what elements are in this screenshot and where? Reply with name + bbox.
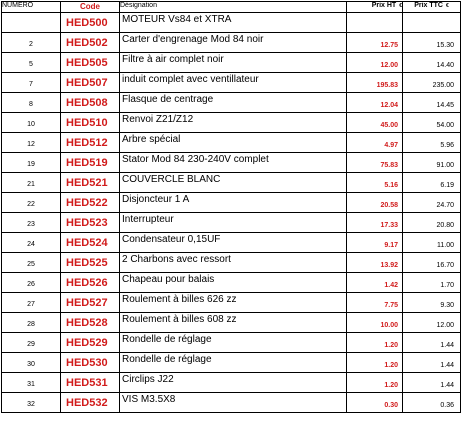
cell-prix-ht: 20.58 [347,193,403,213]
cell-prix-ht: 17.33 [347,213,403,233]
cell-numero: 22 [2,193,61,213]
table-row [2,53,461,73]
cell-code: HED528 [61,313,120,333]
table-row [2,353,461,373]
cell-numero: 23 [2,213,61,233]
cell-prix-ttc: 12.00 [403,313,461,333]
cell-prix-ht: 10.00 [347,313,403,333]
cell-designation: Disjoncteur 1 A [120,193,347,213]
cell-prix-ttc: 15.30 [403,33,461,53]
cell-designation: 2 Charbons avec ressort [120,253,347,273]
cell-numero: 5 [2,53,61,73]
cell-prix-ttc: 91.00 [403,153,461,173]
cell-prix-ttc: 54.00 [403,113,461,133]
cell-numero: 27 [2,293,61,313]
cell-prix-ttc: 1.44 [403,353,461,373]
cell-numero [2,13,61,33]
table-row [2,13,461,33]
cell-numero: 10 [2,113,61,133]
cell-prix-ttc: 0.36 [403,393,461,413]
cell-prix-ttc: 14.40 [403,53,461,73]
cell-designation: Interrupteur [120,213,347,233]
cell-designation: Arbre spécial [120,133,347,153]
cell-prix-ht: 5.16 [347,173,403,193]
cell-prix-ttc: 9.30 [403,293,461,313]
cell-prix-ht: 195.83 [347,73,403,93]
cell-designation: Rondelle de réglage [120,353,347,373]
cell-designation: Roulement à billes 626 zz [120,293,347,313]
cell-prix-ht: 7.75 [347,293,403,313]
cell-prix-ttc: 16.70 [403,253,461,273]
cell-prix-ttc: 11.00 [403,233,461,253]
table-row [2,113,461,133]
cell-numero: 29 [2,333,61,353]
cell-code: HED500 [61,13,120,33]
cell-numero: 28 [2,313,61,333]
cell-designation: MOTEUR Vs84 et XTRA [120,13,347,33]
header-prix-ht [347,2,403,13]
cell-code: HED510 [61,113,120,133]
cell-prix-ht: 1.20 [347,333,403,353]
cell-prix-ht: 12.75 [347,33,403,53]
cell-code: HED531 [61,373,120,393]
cell-prix-ht: 1.20 [347,373,403,393]
cell-code: HED527 [61,293,120,313]
cell-prix-ht: 0.30 [347,393,403,413]
table-row [2,273,461,293]
cell-code: HED529 [61,333,120,353]
table-row [2,153,461,173]
cell-code: HED532 [61,393,120,413]
header-prix-ttc [403,2,461,13]
cell-designation: Condensateur 0,15UF [120,233,347,253]
cell-code: HED524 [61,233,120,253]
parts-price-table [1,1,461,413]
table-row [2,373,461,393]
table-row [2,173,461,193]
table-row [2,213,461,233]
cell-prix-ttc [403,13,461,33]
header-designation: Désignation [120,2,347,13]
table-row [2,393,461,413]
cell-prix-ttc: 6.19 [403,173,461,193]
header-prix-ht-label: Prix HT [371,2,397,9]
header-prix-ttc-currency: € [446,3,449,9]
table-row [2,33,461,53]
cell-numero: 8 [2,93,61,113]
cell-numero: 2 [2,33,61,53]
cell-prix-ht: 4.97 [347,133,403,153]
cell-prix-ht: 75.83 [347,153,403,173]
cell-prix-ttc: 235.00 [403,73,461,93]
cell-numero: 26 [2,273,61,293]
cell-prix-ttc: 1.44 [403,333,461,353]
cell-code: HED507 [61,73,120,93]
cell-numero: 19 [2,153,61,173]
cell-prix-ht [347,13,403,33]
cell-numero: 24 [2,233,61,253]
cell-prix-ttc: 1.44 [403,373,461,393]
header-numero: NUMERO [2,2,61,13]
cell-numero: 30 [2,353,61,373]
cell-numero: 32 [2,393,61,413]
table-row [2,93,461,113]
cell-prix-ttc: 24.70 [403,193,461,213]
cell-designation: Carter d'engrenage Mod 84 noir [120,33,347,53]
cell-designation: Flasque de centrage [120,93,347,113]
cell-numero: 12 [2,133,61,153]
header-prix-ttc-label: Prix TTC [414,2,443,9]
cell-code: HED526 [61,273,120,293]
header-prix-ht-currency: € [399,3,402,9]
table-row [2,233,461,253]
table-row [2,253,461,273]
cell-designation: Renvoi Z21/Z12 [120,113,347,133]
cell-code: HED508 [61,93,120,113]
cell-code: HED502 [61,33,120,53]
cell-prix-ttc: 1.70 [403,273,461,293]
cell-prix-ht: 1.42 [347,273,403,293]
cell-numero: 25 [2,253,61,273]
table-header-row [2,2,461,13]
cell-code: HED512 [61,133,120,153]
table-body [2,13,461,413]
cell-prix-ttc: 5.96 [403,133,461,153]
cell-prix-ht: 9.17 [347,233,403,253]
cell-numero: 31 [2,373,61,393]
table-row [2,313,461,333]
cell-code: HED522 [61,193,120,213]
cell-numero: 7 [2,73,61,93]
cell-code: HED525 [61,253,120,273]
cell-designation: COUVERCLE BLANC [120,173,347,193]
table-row [2,193,461,213]
cell-numero: 21 [2,173,61,193]
header-code: Code [61,2,120,13]
cell-prix-ht: 13.92 [347,253,403,273]
cell-designation: Rondelle de réglage [120,333,347,353]
cell-designation: VIS M3.5X8 [120,393,347,413]
cell-prix-ht: 1.20 [347,353,403,373]
cell-designation: Circlips J22 [120,373,347,393]
table-row [2,293,461,313]
table-row [2,133,461,153]
cell-designation: Chapeau pour balais [120,273,347,293]
table-row [2,73,461,93]
table-row [2,333,461,353]
cell-code: HED505 [61,53,120,73]
cell-code: HED530 [61,353,120,373]
cell-prix-ht: 12.04 [347,93,403,113]
cell-code: HED519 [61,153,120,173]
cell-prix-ttc: 14.45 [403,93,461,113]
cell-prix-ht: 45.00 [347,113,403,133]
cell-code: HED521 [61,173,120,193]
cell-code: HED523 [61,213,120,233]
cell-designation: Filtre à air complet noir [120,53,347,73]
cell-designation: Roulement à billes 608 zz [120,313,347,333]
cell-prix-ttc: 20.80 [403,213,461,233]
cell-designation: Stator Mod 84 230-240V complet [120,153,347,173]
cell-prix-ht: 12.00 [347,53,403,73]
cell-designation: induit complet avec ventillateur [120,73,347,93]
